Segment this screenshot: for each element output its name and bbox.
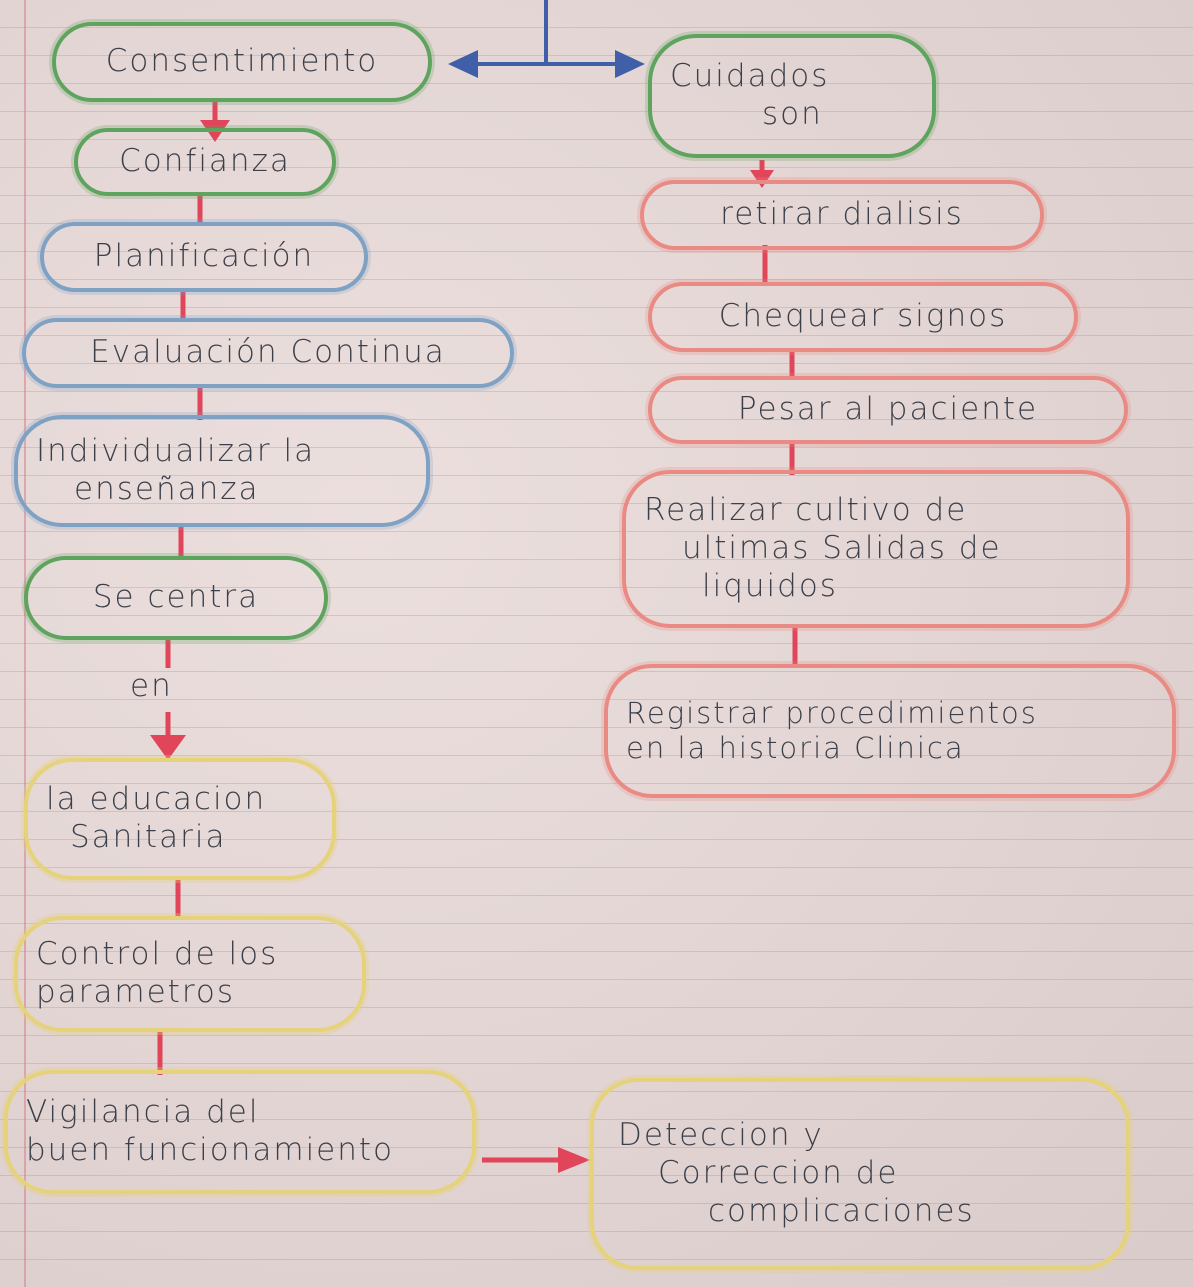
node-vigilancia-line1: Vigilancia del <box>26 1094 260 1131</box>
node-confianza <box>74 128 336 196</box>
node-planificacion <box>40 222 368 292</box>
node-individualizar-line2: enseñanza <box>74 471 260 507</box>
node-cultivo-line2: ultimas Salidas de <box>682 530 1002 567</box>
node-individualizar <box>14 415 430 527</box>
node-vigilancia <box>4 1070 476 1194</box>
node-pesar-text: Pesar al paciente <box>737 391 1039 428</box>
node-deteccion <box>590 1078 1130 1270</box>
left-blue-arrowhead <box>448 50 478 78</box>
node-retirar <box>640 180 1044 250</box>
right-blue-arrowhead <box>615 50 645 78</box>
node-individualizar-line1: Individualizar la <box>36 433 316 470</box>
node-deteccion-line2: Correccion de <box>658 1155 899 1192</box>
node-registrar <box>604 664 1176 798</box>
edge-label-en: en <box>130 668 173 704</box>
node-cultivo <box>622 470 1130 628</box>
node-vigilancia-line2: buen funcionamiento <box>26 1132 395 1168</box>
node-control-line1: Control de los <box>36 936 279 973</box>
arrowhead-deteccion <box>558 1147 590 1173</box>
node-planificacion-text: Planificación <box>93 238 315 275</box>
node-chequear <box>648 282 1078 352</box>
node-cultivo-line3: liquidos <box>702 567 838 604</box>
node-control <box>14 916 366 1032</box>
node-confianza-text: Confianza <box>119 143 291 180</box>
node-cuidados <box>648 34 936 158</box>
node-evaluacion-text: Evaluación Continua <box>90 334 446 371</box>
node-se-centra <box>24 556 328 640</box>
node-consentimiento <box>52 22 432 102</box>
node-consentimiento-text: Consentimiento <box>105 43 379 80</box>
node-pesar <box>648 376 1128 444</box>
node-cuidados-line2: son <box>762 96 823 132</box>
node-cultivo-line1: Realizar cultivo de <box>644 492 968 529</box>
node-educacion <box>24 758 336 880</box>
arrowhead-educacion <box>150 735 186 760</box>
node-registrar-line1: Registrar procedimientos <box>626 695 1038 730</box>
node-registrar-line2: en la historia Clinica <box>626 731 965 765</box>
node-educacion-line1: la educacion <box>46 781 267 818</box>
node-cuidados-line1: Cuidados <box>670 58 830 95</box>
node-chequear-text: Chequear signos <box>718 298 1008 335</box>
node-evaluacion <box>22 318 514 388</box>
node-se-centra-text: Se centra <box>92 579 260 616</box>
node-deteccion-line3: complicaciones <box>708 1192 975 1229</box>
node-retirar-text: retirar dialisis <box>720 196 964 233</box>
node-control-line2: parametros <box>36 974 236 1010</box>
node-educacion-line2: Sanitaria <box>70 819 227 855</box>
node-deteccion-line1: Deteccion y <box>618 1117 824 1154</box>
